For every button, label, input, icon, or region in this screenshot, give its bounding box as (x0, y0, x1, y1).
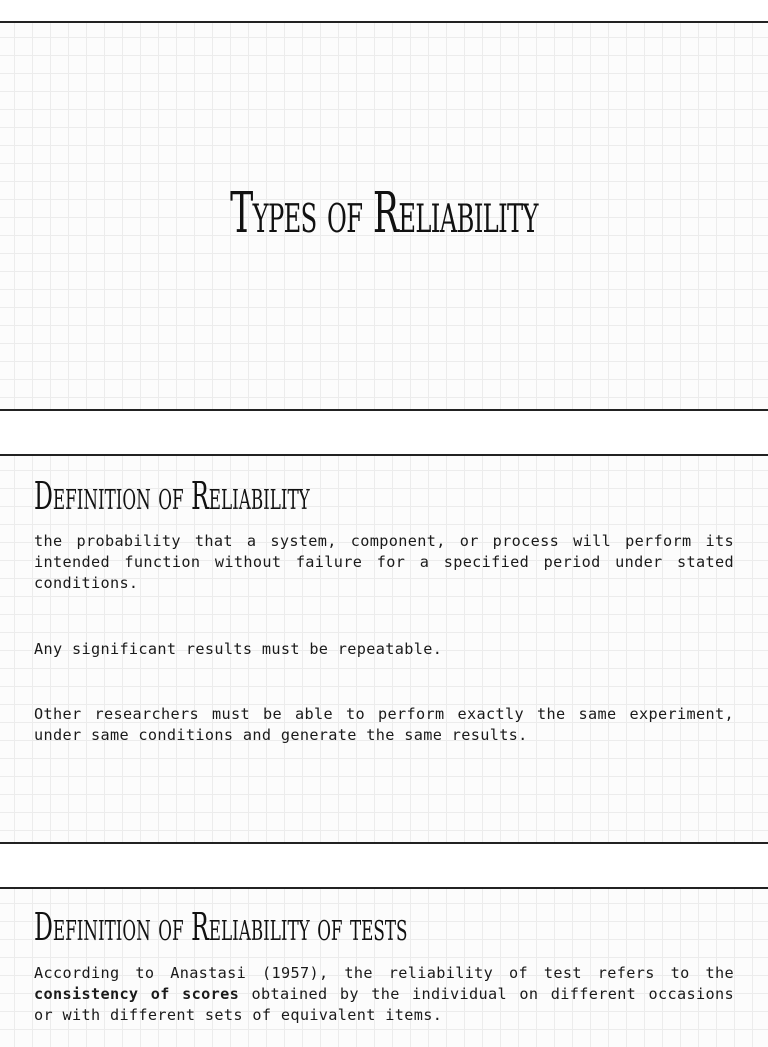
paragraph-text: According to Anastasi (1957), the reliability of test refers to the (34, 964, 734, 982)
slide-definition-reliability (0, 454, 768, 844)
slide-definition-reliability-tests (0, 887, 768, 1047)
definition-paragraph: the probability that a system, component, or process will perform its intended function without failure for a specified period under stated conditions. (34, 532, 734, 592)
slide-heading: Definition of Reliability (34, 474, 310, 518)
slide-title-text: Types of Reliability (230, 181, 538, 246)
anastasi-paragraph (34, 963, 734, 1026)
slide-heading: Definition of Reliability of tests (34, 905, 408, 949)
slide-title (0, 21, 768, 411)
repeatable-paragraph: Any significant results must be repeatable. (34, 640, 443, 658)
paragraph-text: obtained by the individual on different occasions or with different sets of equivalent items. (34, 985, 734, 1024)
emphasis-text: consistency of scores (34, 985, 240, 1003)
researchers-paragraph: Other researchers must be able to perform exactly the same experiment, under same conditions and generate the same results. (34, 705, 734, 744)
